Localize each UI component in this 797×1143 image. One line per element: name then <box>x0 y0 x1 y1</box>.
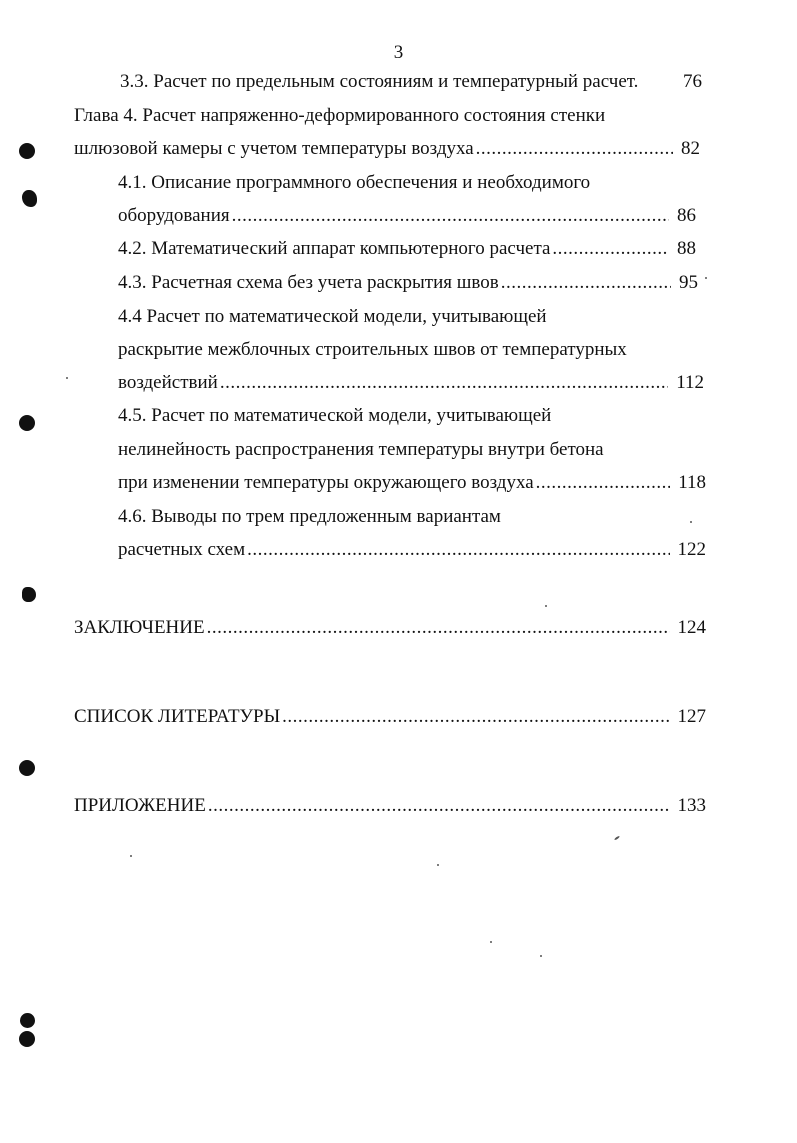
scan-speck <box>130 855 132 857</box>
toc-entry-text: 4.3. Расчетная схема без учета раскрытия швов <box>118 272 499 293</box>
leader-dots <box>247 538 669 562</box>
scan-speck <box>705 277 707 279</box>
toc-entry-4-1 <box>118 204 696 228</box>
punch-hole <box>20 1013 35 1028</box>
leader-dots <box>476 137 673 161</box>
toc-entry-text: при изменении температуры окружающего воздуха <box>118 472 534 493</box>
toc-entry-4-4-line2: раскрытие межблочных строительных швов от температурных <box>118 339 627 360</box>
toc-entry-4-4-line1: 4.4 Расчет по математической модели, учитывающей <box>118 306 547 327</box>
toc-page-number: 76 <box>683 71 702 92</box>
toc-page-number: 133 <box>677 795 706 816</box>
toc-page-number: 124 <box>677 617 706 638</box>
toc-chapter-4-line1: Глава 4. Расчет напряженно-деформированного состояния стенки <box>74 105 606 126</box>
toc-entry-text: ПРИЛОЖЕНИЕ <box>74 795 206 816</box>
toc-entry-text: оборудования <box>118 205 230 226</box>
toc-entry-references <box>74 705 706 729</box>
punch-hole <box>19 143 35 159</box>
leader-dots <box>207 616 670 640</box>
toc-entry-text: 4.2. Математический аппарат компьютерного расчета <box>118 238 551 259</box>
toc-page-number: 82 <box>681 138 700 159</box>
scan-speck <box>540 955 542 957</box>
toc-page-number: 86 <box>677 205 696 226</box>
toc-page-number: 118 <box>678 472 706 493</box>
toc-entry-text: воздействий <box>118 372 218 393</box>
leader-dots <box>208 794 670 818</box>
toc-page-number: 112 <box>676 372 704 393</box>
toc-entry-4-6 <box>118 538 706 562</box>
leader-dots <box>536 471 671 495</box>
scan-speck <box>490 941 492 943</box>
leader-dots <box>232 204 669 228</box>
toc-entry-4-6-line1: 4.6. Выводы по трем предложенным вариантам <box>118 506 501 527</box>
toc-entry-4-3 <box>118 271 698 295</box>
toc-entry-text: расчетных схем <box>118 539 246 560</box>
leader-dots <box>501 271 671 295</box>
punch-hole <box>22 190 37 207</box>
toc-entry-4-1-line1: 4.1. Описание программного обеспечения и необходимого <box>118 172 591 193</box>
toc-entry-4-4 <box>118 371 704 395</box>
toc-entry-4-5-line2: нелинейность распространения температуры внутри бетона <box>118 439 604 460</box>
leader-dots <box>552 237 669 261</box>
toc-entry-4-5 <box>118 471 706 495</box>
page-number: 3 <box>393 42 404 63</box>
toc-page-number: 95 <box>679 272 698 293</box>
scan-speck <box>545 605 547 607</box>
leader-dots <box>220 371 668 395</box>
toc-entry-text: 3.3. Расчет по предельным состояниям и температурный расчет. <box>120 71 639 92</box>
toc-entry-appendix <box>74 794 706 818</box>
punch-hole <box>19 415 35 431</box>
toc-entry-4-2 <box>118 237 696 261</box>
toc-entry-4-5-line1: 4.5. Расчет по математической модели, учитывающей <box>118 405 552 426</box>
toc-entry-conclusion <box>74 616 706 640</box>
scan-speck <box>614 835 620 840</box>
punch-hole <box>22 587 36 602</box>
toc-page-number: 88 <box>677 238 696 259</box>
punch-hole <box>19 760 35 776</box>
toc-page-number: 127 <box>677 706 706 727</box>
leader-dots <box>282 705 669 729</box>
toc-page-number: 122 <box>677 539 706 560</box>
scan-speck <box>437 864 439 866</box>
toc-entry-text: ЗАКЛЮЧЕНИЕ <box>74 617 205 638</box>
toc-chapter-4 <box>74 137 700 161</box>
scan-speck <box>690 521 692 523</box>
scan-speck <box>66 377 68 379</box>
toc-entry-text: шлюзовой камеры с учетом температуры воздуха <box>74 138 474 159</box>
toc-entry-3-3 <box>120 70 702 94</box>
toc-entry-text: СПИСОК ЛИТЕРАТУРЫ <box>74 706 281 727</box>
punch-hole <box>19 1031 35 1047</box>
